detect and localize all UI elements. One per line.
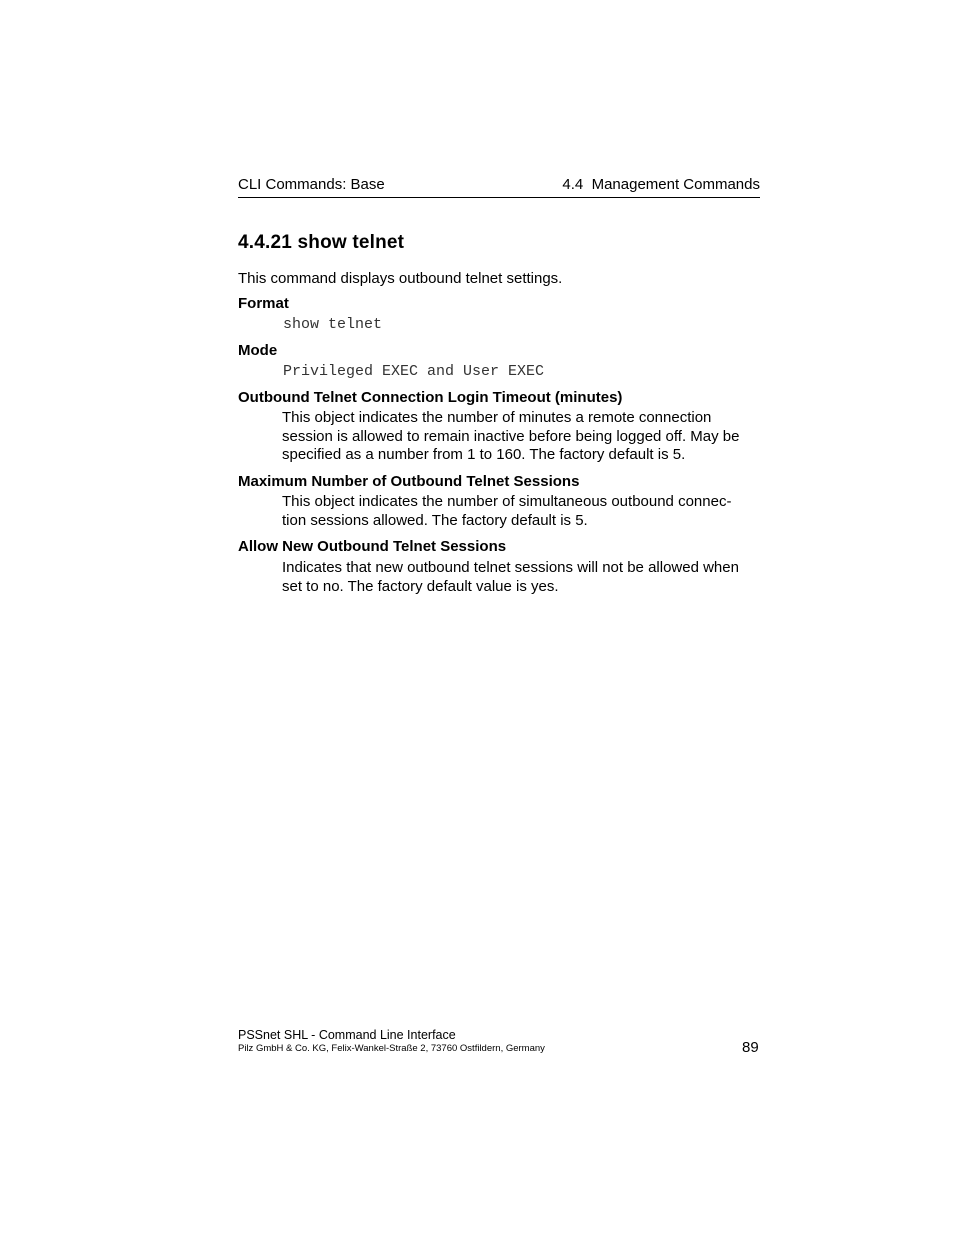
section-title: 4.4.21 show telnet xyxy=(238,232,405,253)
description-line: This object indicates the number of minutes a remote connection xyxy=(282,409,712,426)
field-label-max-sessions: Maximum Number of Outbound Telnet Sessions xyxy=(238,473,580,490)
field-description-login-timeout xyxy=(282,409,762,465)
footer-company-address: Pilz GmbH & Co. KG, Felix-Wankel-Straße 2, 73760 Ostfildern, Germany xyxy=(238,1043,545,1054)
description-line: Indicates that new outbound telnet sessions will not be allowed when xyxy=(282,559,739,576)
format-value: show telnet xyxy=(283,316,383,333)
section-intro: This command displays outbound telnet settings. xyxy=(238,270,563,287)
header-section: 4.4 Management Commands xyxy=(562,176,760,193)
mode-label: Mode xyxy=(238,342,278,359)
description-line: This object indicates the number of simultaneous outbound connec- xyxy=(282,493,732,510)
description-line: set to no. The factory default value is yes. xyxy=(282,577,559,595)
header-chapter: CLI Commands: Base xyxy=(238,176,385,193)
field-description-allow-new-sessions xyxy=(282,559,762,596)
field-description-max-sessions xyxy=(282,493,762,530)
description-line: tion sessions allowed. The factory default is 5. xyxy=(282,511,588,529)
running-header xyxy=(238,175,760,198)
field-label-login-timeout: Outbound Telnet Connection Login Timeout (minutes) xyxy=(238,389,623,406)
format-label: Format xyxy=(238,295,289,312)
description-line: session is allowed to remain inactive before being logged off. May be xyxy=(282,427,740,445)
description-line: specified as a number from 1 to 160. The factory default is 5. xyxy=(282,446,686,463)
mode-value: Privileged EXEC and User EXEC xyxy=(283,363,545,380)
page-number: 89 xyxy=(742,1039,759,1056)
footer-document-title: PSSnet SHL - Command Line Interface xyxy=(238,1028,456,1042)
field-label-allow-new-sessions: Allow New Outbound Telnet Sessions xyxy=(238,538,507,555)
